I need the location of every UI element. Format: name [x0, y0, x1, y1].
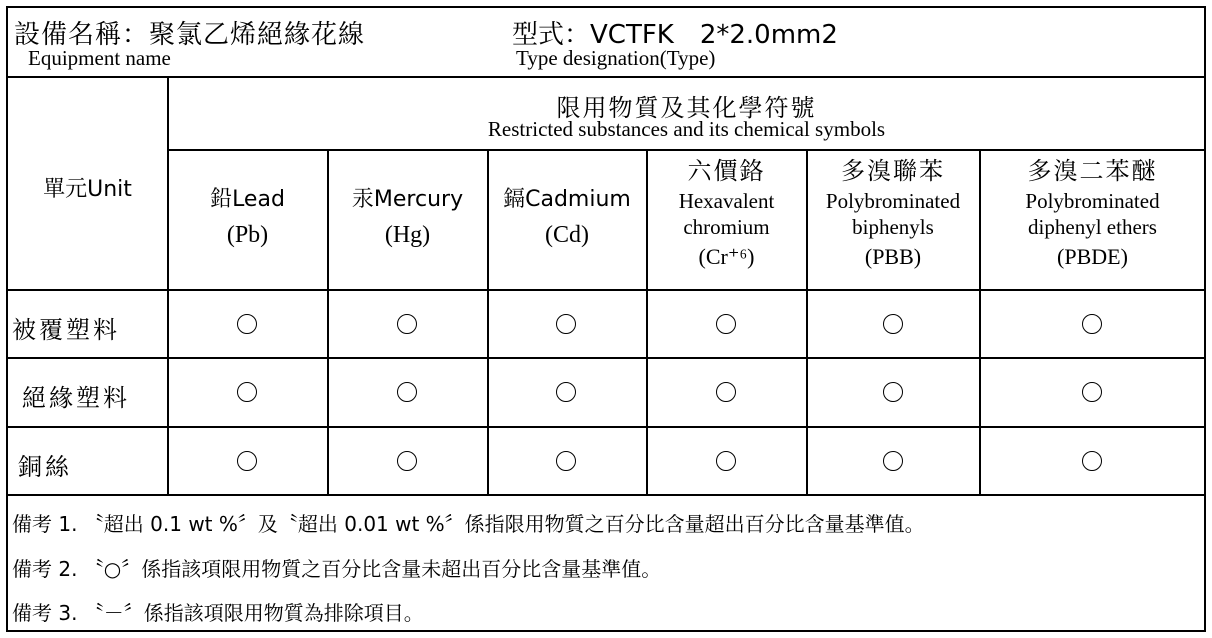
compliance-mark	[237, 382, 257, 402]
compliance-mark	[883, 451, 903, 471]
equipment-name-en: Equipment name	[28, 46, 171, 70]
column-header-pbb-en: Polybrominated biphenyls	[825, 189, 961, 240]
column-header-mercury	[328, 186, 487, 250]
note-2: 備考 2. 〝○〞係指該項限用物質之百分比含量未超出百分比含量基準值。	[12, 557, 662, 581]
divider-row-1	[7, 357, 1205, 359]
column-header-pbb	[807, 156, 979, 270]
column-header-cr-symbol: (Cr⁺⁶)	[698, 243, 755, 269]
column-header-mercury-symbol: (Hg)	[384, 221, 431, 248]
unit-header: 單元Unit	[43, 177, 132, 202]
type-designation-zh: 型式：VCTFK 2*2.0mm2	[512, 20, 838, 50]
equipment-name-zh: 設備名稱：聚氯乙烯絕緣花線	[14, 20, 366, 50]
divider-row-3	[7, 494, 1205, 496]
column-header-pbde	[980, 156, 1205, 270]
column-header-cr-zh: 六價鉻	[687, 157, 766, 185]
divider-row-2	[7, 426, 1205, 428]
column-header-pbde-en: Polybrominated diphenyl ethers	[1025, 189, 1160, 240]
compliance-mark	[397, 451, 417, 471]
compliance-mark	[883, 382, 903, 402]
column-header-pbb-symbol: (PBB)	[864, 243, 922, 269]
divider-header	[7, 76, 1205, 78]
compliance-mark	[716, 451, 736, 471]
compliance-mark	[1082, 314, 1102, 334]
compliance-mark	[716, 314, 736, 334]
compliance-mark	[237, 451, 257, 471]
row-label-copper-wire: 銅絲	[18, 453, 72, 481]
column-header-cadmium-name: 鎘Cadmium	[503, 187, 631, 212]
type-designation-en: Type designation(Type)	[516, 46, 716, 70]
column-header-pbde-symbol: (PBDE)	[1057, 243, 1128, 269]
restricted-header-en: Restricted substances and its chemical symbols	[487, 117, 886, 141]
column-header-lead-symbol: (Pb)	[226, 221, 269, 248]
column-header-lead-name: 鉛Lead	[210, 187, 285, 212]
column-header-mercury-name: 汞Mercury	[351, 187, 464, 212]
compliance-mark	[556, 314, 576, 334]
note-1: 備考 1. 〝超出 0.1 wt %〞及〝超出 0.01 wt %〞係指限用物質之百分比含量超出百分比含量基準值。	[12, 512, 925, 536]
compliance-mark	[397, 314, 417, 334]
restricted-header-zh: 限用物質及其化學符號	[556, 94, 817, 122]
compliance-mark	[1082, 382, 1102, 402]
column-header-pbde-zh: 多溴二苯醚	[1027, 157, 1158, 185]
column-header-hexavalent-chromium	[647, 156, 806, 270]
compliance-mark	[556, 382, 576, 402]
divider-columns	[7, 289, 1205, 291]
column-header-cadmium	[488, 186, 646, 250]
compliance-mark	[716, 382, 736, 402]
row-label-insulation-plastic: 絕緣塑料	[22, 384, 130, 412]
column-header-cadmium-symbol: (Cd)	[545, 221, 589, 248]
compliance-mark	[1082, 451, 1102, 471]
column-header-cr-en: Hexavalent chromium	[678, 189, 775, 240]
column-header-pbb-zh: 多溴聯苯	[841, 157, 945, 185]
row-label-sheath-plastic: 被覆塑料	[12, 316, 120, 344]
divider-restricted	[168, 149, 1205, 151]
compliance-mark	[883, 314, 903, 334]
compliance-mark	[397, 382, 417, 402]
column-header-lead	[168, 186, 327, 250]
note-3: 備考 3. 〝－〞係指該項限用物質為排除項目。	[12, 601, 424, 625]
compliance-mark	[556, 451, 576, 471]
compliance-mark	[237, 314, 257, 334]
